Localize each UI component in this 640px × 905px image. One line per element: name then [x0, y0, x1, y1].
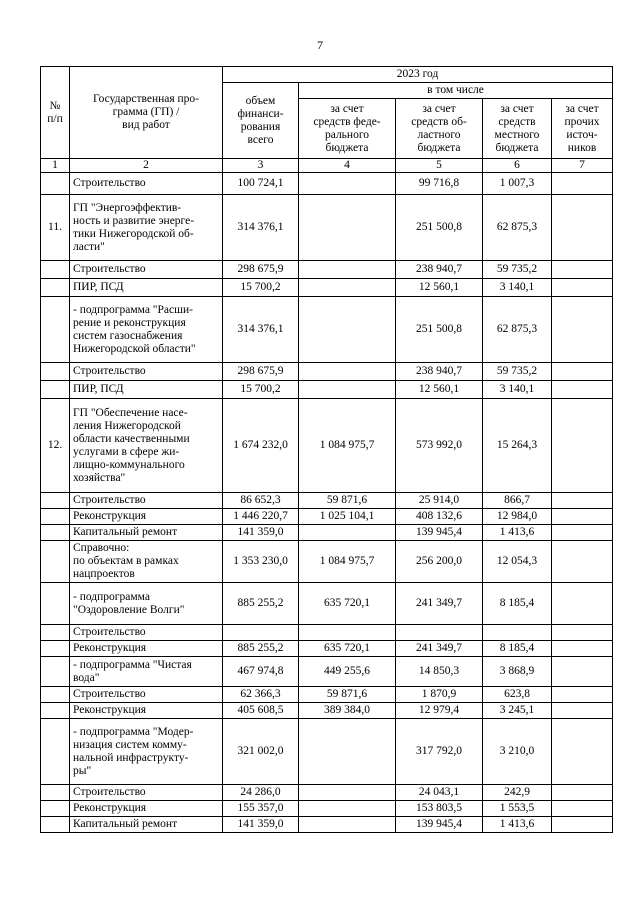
row-local-cell: 12 054,3	[483, 541, 552, 583]
row-index-cell	[41, 703, 70, 719]
row-total-cell: 24 286,0	[223, 785, 299, 801]
row-federal-cell: 389 384,0	[299, 703, 396, 719]
row-regional-cell: 12 560,1	[396, 279, 483, 297]
row-other-cell	[552, 363, 613, 381]
row-regional-cell: 573 992,0	[396, 399, 483, 493]
table-row	[41, 173, 613, 195]
row-index-cell	[41, 381, 70, 399]
row-other-cell	[552, 297, 613, 363]
row-federal-cell: 635 720,1	[299, 583, 396, 625]
row-name-cell: Справочно: по объектам в рамках нацпроектов	[70, 541, 223, 583]
header-program: Государственная про- грамма (ГП) / вид работ	[70, 67, 223, 159]
column-number: 7	[552, 159, 613, 173]
row-name-cell: Строительство	[70, 687, 223, 703]
row-name-cell: Реконструкция	[70, 703, 223, 719]
page-number: 7	[317, 38, 323, 52]
table-row	[41, 641, 613, 657]
row-federal-cell	[299, 525, 396, 541]
row-name-cell: - подпрограмма "Чистая вода"	[70, 657, 223, 687]
row-index-cell	[41, 801, 70, 817]
row-name-cell: Строительство	[70, 625, 223, 641]
row-federal-cell	[299, 785, 396, 801]
row-local-cell: 1 007,3	[483, 173, 552, 195]
table-body	[41, 173, 613, 833]
table-row	[41, 525, 613, 541]
row-total-cell: 314 376,1	[223, 195, 299, 261]
row-regional-cell: 139 945,4	[396, 525, 483, 541]
row-total-cell: 1 446 220,7	[223, 509, 299, 525]
row-local-cell: 59 735,2	[483, 261, 552, 279]
row-total-cell: 885 255,2	[223, 583, 299, 625]
row-federal-cell	[299, 297, 396, 363]
row-index-cell	[41, 525, 70, 541]
row-regional-cell: 99 716,8	[396, 173, 483, 195]
row-other-cell	[552, 583, 613, 625]
row-other-cell	[552, 541, 613, 583]
row-index-cell	[41, 817, 70, 833]
row-name-cell: Капитальный ремонт	[70, 817, 223, 833]
row-index-cell	[41, 261, 70, 279]
row-federal-cell	[299, 195, 396, 261]
row-total-cell: 15 700,2	[223, 381, 299, 399]
table-row	[41, 541, 613, 583]
row-local-cell: 3 210,0	[483, 719, 552, 785]
row-total-cell: 321 002,0	[223, 719, 299, 785]
row-name-cell: ПИР, ПСД	[70, 381, 223, 399]
row-federal-cell	[299, 261, 396, 279]
row-local-cell: 1 413,6	[483, 817, 552, 833]
row-total-cell: 62 366,3	[223, 687, 299, 703]
row-total-cell: 155 357,0	[223, 801, 299, 817]
row-federal-cell	[299, 279, 396, 297]
row-index-cell	[41, 641, 70, 657]
row-other-cell	[552, 493, 613, 509]
row-name-cell: Реконструкция	[70, 641, 223, 657]
row-other-cell	[552, 641, 613, 657]
row-local-cell: 12 984,0	[483, 509, 552, 525]
row-total-cell: 885 255,2	[223, 641, 299, 657]
row-local-cell: 623,8	[483, 687, 552, 703]
row-index-cell	[41, 509, 70, 525]
row-local-cell: 1 553,5	[483, 801, 552, 817]
row-federal-cell: 59 871,6	[299, 687, 396, 703]
row-name-cell: Строительство	[70, 493, 223, 509]
budget-table	[40, 66, 613, 833]
column-number: 5	[396, 159, 483, 173]
row-regional-cell: 12 560,1	[396, 381, 483, 399]
table-row	[41, 261, 613, 279]
header-year: 2023 год	[223, 67, 613, 83]
row-federal-cell	[299, 381, 396, 399]
row-other-cell	[552, 381, 613, 399]
table-row	[41, 785, 613, 801]
row-other-cell	[552, 687, 613, 703]
row-regional-cell: 1 870,9	[396, 687, 483, 703]
row-other-cell	[552, 625, 613, 641]
row-local-cell: 866,7	[483, 493, 552, 509]
row-other-cell	[552, 525, 613, 541]
row-name-cell: ГП "Энергоэффектив- ность и развитие энерге- тики Нижегородской об- ласти"	[70, 195, 223, 261]
row-regional-cell: 24 043,1	[396, 785, 483, 801]
row-local-cell: 242,9	[483, 785, 552, 801]
row-total-cell: 298 675,9	[223, 261, 299, 279]
row-federal-cell: 59 871,6	[299, 493, 396, 509]
table-row	[41, 381, 613, 399]
row-name-cell: Строительство	[70, 173, 223, 195]
row-total-cell: 405 608,5	[223, 703, 299, 719]
row-regional-cell	[396, 625, 483, 641]
table-row	[41, 801, 613, 817]
row-total-cell: 141 359,0	[223, 525, 299, 541]
row-name-cell: Реконструкция	[70, 509, 223, 525]
header-regional: за счет средств об- ластного бюджета	[396, 99, 483, 159]
row-regional-cell: 251 500,8	[396, 297, 483, 363]
row-index-cell	[41, 785, 70, 801]
row-name-cell: Капитальный ремонт	[70, 525, 223, 541]
column-number: 6	[483, 159, 552, 173]
row-index-cell	[41, 625, 70, 641]
row-name-cell: Строительство	[70, 363, 223, 381]
header-index: № п/п	[41, 67, 70, 159]
header-total: объем финанси- рования всего	[223, 83, 299, 159]
table-header	[41, 67, 613, 173]
row-federal-cell: 1 084 975,7	[299, 541, 396, 583]
row-index-cell: 11.	[41, 195, 70, 261]
row-regional-cell: 238 940,7	[396, 363, 483, 381]
row-local-cell: 62 875,3	[483, 195, 552, 261]
table-row	[41, 687, 613, 703]
row-total-cell: 1 674 232,0	[223, 399, 299, 493]
column-number: 3	[223, 159, 299, 173]
row-local-cell: 3 868,9	[483, 657, 552, 687]
row-local-cell: 8 185,4	[483, 583, 552, 625]
row-regional-cell: 251 500,8	[396, 195, 483, 261]
row-name-cell: Реконструкция	[70, 801, 223, 817]
row-regional-cell: 241 349,7	[396, 583, 483, 625]
table-row	[41, 297, 613, 363]
row-local-cell: 59 735,2	[483, 363, 552, 381]
row-regional-cell: 12 979,4	[396, 703, 483, 719]
row-federal-cell	[299, 173, 396, 195]
row-name-cell: Строительство	[70, 261, 223, 279]
row-regional-cell: 317 792,0	[396, 719, 483, 785]
row-other-cell	[552, 279, 613, 297]
row-index-cell	[41, 541, 70, 583]
row-name-cell: - подпрограмма "Расши- рение и реконструкция систем газоснабжения Нижегородской области"	[70, 297, 223, 363]
row-federal-cell: 1 084 975,7	[299, 399, 396, 493]
row-total-cell: 298 675,9	[223, 363, 299, 381]
row-index-cell	[41, 297, 70, 363]
row-index-cell	[41, 583, 70, 625]
row-name-cell: - подпрограмма "Модер- низация систем комму- нальной инфраструкту- ры"	[70, 719, 223, 785]
column-number: 4	[299, 159, 396, 173]
table-row	[41, 279, 613, 297]
column-number: 2	[70, 159, 223, 173]
column-number-row	[41, 159, 613, 173]
row-federal-cell	[299, 801, 396, 817]
row-other-cell	[552, 261, 613, 279]
table-row	[41, 363, 613, 381]
row-local-cell: 62 875,3	[483, 297, 552, 363]
row-local-cell: 3 245,1	[483, 703, 552, 719]
row-regional-cell: 14 850,3	[396, 657, 483, 687]
row-total-cell: 100 724,1	[223, 173, 299, 195]
table-row	[41, 195, 613, 261]
row-federal-cell: 1 025 104,1	[299, 509, 396, 525]
header-local: за счет средств местного бюджета	[483, 99, 552, 159]
table-row	[41, 657, 613, 687]
row-regional-cell: 408 132,6	[396, 509, 483, 525]
row-index-cell	[41, 657, 70, 687]
table-row	[41, 583, 613, 625]
row-other-cell	[552, 785, 613, 801]
row-name-cell: - подпрограмма "Оздоровление Волги"	[70, 583, 223, 625]
row-local-cell: 3 140,1	[483, 381, 552, 399]
row-local-cell: 8 185,4	[483, 641, 552, 657]
table-row	[41, 493, 613, 509]
row-federal-cell	[299, 363, 396, 381]
row-federal-cell: 449 255,6	[299, 657, 396, 687]
row-total-cell: 467 974,8	[223, 657, 299, 687]
header-including: в том числе	[299, 83, 613, 99]
header-federal: за счет средств феде- рального бюджета	[299, 99, 396, 159]
row-federal-cell: 635 720,1	[299, 641, 396, 657]
table-row	[41, 509, 613, 525]
row-total-cell: 1 353 230,0	[223, 541, 299, 583]
row-other-cell	[552, 801, 613, 817]
row-other-cell	[552, 719, 613, 785]
row-name-cell: ГП "Обеспечение насе- ления Нижегородской области качественными услугами в сфере жи- лищно-коммунального хозяйства"	[70, 399, 223, 493]
row-total-cell: 141 359,0	[223, 817, 299, 833]
row-federal-cell	[299, 719, 396, 785]
row-regional-cell: 241 349,7	[396, 641, 483, 657]
row-total-cell: 15 700,2	[223, 279, 299, 297]
table-row	[41, 399, 613, 493]
table-row	[41, 719, 613, 785]
row-index-cell	[41, 279, 70, 297]
row-total-cell	[223, 625, 299, 641]
row-regional-cell: 139 945,4	[396, 817, 483, 833]
row-regional-cell: 238 940,7	[396, 261, 483, 279]
header-other: за счет прочих источ- ников	[552, 99, 613, 159]
table-row	[41, 625, 613, 641]
row-regional-cell: 256 200,0	[396, 541, 483, 583]
row-other-cell	[552, 399, 613, 493]
table-row	[41, 817, 613, 833]
table-row	[41, 703, 613, 719]
row-local-cell	[483, 625, 552, 641]
row-index-cell	[41, 719, 70, 785]
row-local-cell: 15 264,3	[483, 399, 552, 493]
row-other-cell	[552, 509, 613, 525]
row-total-cell: 314 376,1	[223, 297, 299, 363]
row-index-cell: 12.	[41, 399, 70, 493]
row-index-cell	[41, 173, 70, 195]
row-other-cell	[552, 817, 613, 833]
row-federal-cell	[299, 817, 396, 833]
row-total-cell: 86 652,3	[223, 493, 299, 509]
row-name-cell: Строительство	[70, 785, 223, 801]
row-other-cell	[552, 657, 613, 687]
row-federal-cell	[299, 625, 396, 641]
row-regional-cell: 153 803,5	[396, 801, 483, 817]
row-other-cell	[552, 173, 613, 195]
row-regional-cell: 25 914,0	[396, 493, 483, 509]
row-index-cell	[41, 493, 70, 509]
row-name-cell: ПИР, ПСД	[70, 279, 223, 297]
row-local-cell: 3 140,1	[483, 279, 552, 297]
row-other-cell	[552, 703, 613, 719]
row-local-cell: 1 413,6	[483, 525, 552, 541]
row-index-cell	[41, 363, 70, 381]
row-index-cell	[41, 687, 70, 703]
column-number: 1	[41, 159, 70, 173]
row-other-cell	[552, 195, 613, 261]
